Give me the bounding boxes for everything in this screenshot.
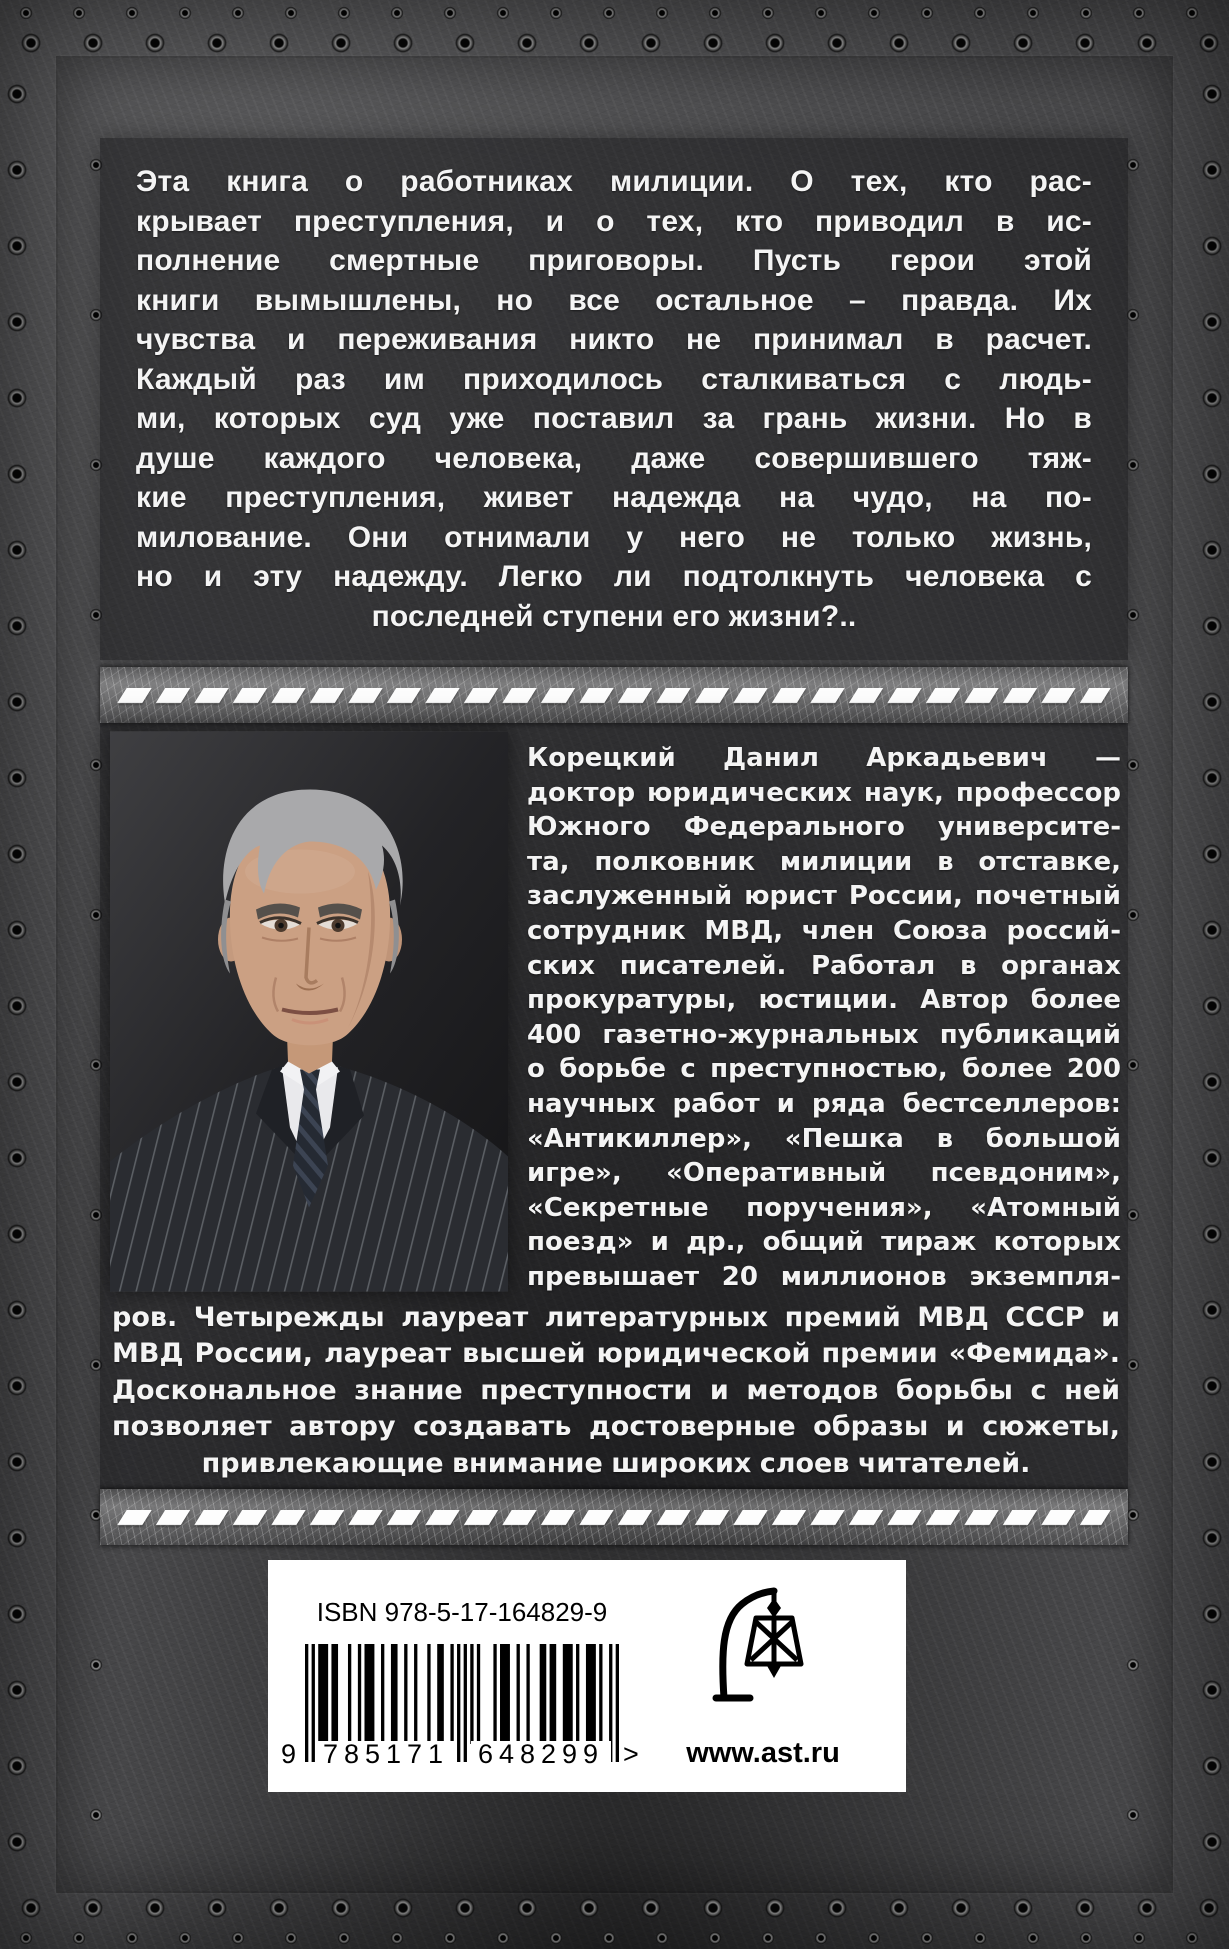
rivet-row-top-inner	[0, 28, 1229, 58]
text-line: игре», «Оперативный псевдоним»,	[527, 1158, 1121, 1189]
text-line: милование. Они отнимали у него не только жизнь,	[136, 520, 1092, 554]
text-line: ских писателей. Работал в органах	[527, 950, 1121, 981]
barcode-arrow: >	[623, 1739, 639, 1769]
author-bio-fullwidth	[112, 1300, 1120, 1482]
dashed-separator-bottom	[100, 1489, 1128, 1545]
isbn-box	[268, 1560, 906, 1792]
publisher-website: www.ast.ru	[686, 1737, 840, 1769]
text-line: прокуратуры, юстиции. Автор более	[527, 985, 1121, 1016]
text-line: превышает 20 миллионов экземпля-	[527, 1261, 1121, 1292]
text-line: о борьбе с преступностью, более 200	[527, 1054, 1121, 1085]
text-line: Эта книга о работниках милиции. О тех, кто рас-	[136, 165, 1092, 198]
text-line: научных работ и ряда бестселлеров:	[527, 1088, 1121, 1119]
isbn-label: ISBN 978-5-17-164829-9	[316, 1597, 608, 1627]
text-line: сотрудник МВД, член Союза россий-	[527, 915, 1121, 946]
text-line: Каждый раз им приходилось сталкиваться с людь-	[136, 362, 1092, 396]
text-line: чувства и переживания никто не принимал в расчет.	[136, 323, 1092, 356]
barcode-digits-left: 785171	[316, 1741, 456, 1767]
rivet-row-bottom-outer	[0, 1927, 1229, 1949]
dashed-separator-top	[100, 667, 1128, 723]
rivet-row-top-outer	[0, 2, 1229, 24]
rivet-column-right-outer	[1197, 56, 1227, 1893]
text-line: позволяет автору создавать достоверные образы и сюжеты,	[112, 1411, 1120, 1443]
rivet-row-bottom-inner	[0, 1893, 1229, 1923]
text-line: последней ступени его жизни?..	[371, 599, 857, 633]
annotation-panel	[100, 138, 1128, 660]
text-line: Доскональное знание преступности и методов борьбы с ней	[112, 1374, 1120, 1406]
text-line: Южного Федерального университе-	[527, 812, 1121, 843]
text-line: книги вымышлены, но все остальное – правда. Их	[136, 283, 1092, 317]
text-line: МВД России, лауреат высшей юридической премии «Фемида».	[112, 1338, 1120, 1370]
barcode-digit-first: 9	[281, 1739, 297, 1769]
barcode-digits-right: 648299	[471, 1741, 611, 1767]
text-line: «Секретные поручения», «Атомный	[527, 1192, 1121, 1223]
annotation-text	[136, 162, 1092, 636]
rivet-column-left-outer	[2, 56, 32, 1893]
text-line: доктор юридических наук, профессор	[527, 777, 1121, 808]
text-line: ров. Четырежды лауреат литературных премий МВД СССР и	[112, 1302, 1120, 1333]
barcode	[281, 1644, 639, 1769]
text-line: привлекающие внимание широких слоев читателей.	[201, 1447, 1031, 1479]
dash-row-icon	[117, 688, 1110, 703]
text-line: ми, которых суд уже поставил за грань жизни. Но в	[136, 402, 1092, 435]
text-line: душе каждого человека, даже совершившего тяж-	[136, 441, 1092, 475]
ast-lantern-icon	[708, 1574, 818, 1702]
text-line: кие преступления, живет надежда на чудо, на по-	[136, 481, 1092, 514]
text-line: 400 газетно-журнальных публикаций	[527, 1019, 1121, 1050]
text-line: «Антикиллер», «Пешка в большой	[527, 1123, 1121, 1154]
text-line: полнение смертные приговоры. Пусть герои этой	[136, 244, 1092, 277]
author-bio-column	[527, 741, 1121, 1295]
text-line: Корецкий Данил Аркадьевич —	[527, 743, 1121, 773]
author-portrait-illustration	[110, 731, 508, 1292]
text-line: поезд» и др., общий тираж которых	[527, 1227, 1121, 1258]
text-line: та, полковник милиции в отставке,	[527, 846, 1121, 877]
author-photo	[110, 731, 508, 1292]
text-line: заслуженный юрист России, почетный	[527, 881, 1121, 912]
text-line: но и эту надежду. Легко ли подтолкнуть человека с	[136, 560, 1092, 593]
text-line: крывает преступления, и о тех, кто приводил в ис-	[136, 204, 1092, 238]
dash-row-icon	[117, 1510, 1110, 1525]
